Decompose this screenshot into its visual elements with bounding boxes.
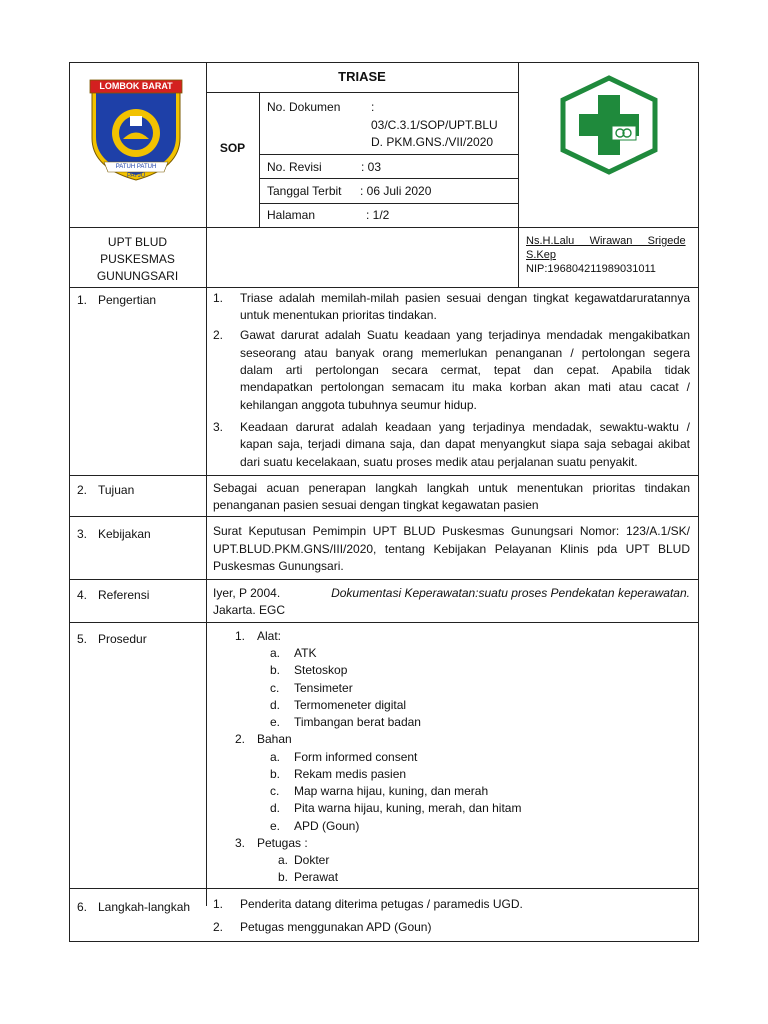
section-line-3 bbox=[69, 516, 699, 517]
col-divider-right bbox=[518, 62, 519, 287]
col-divider-left bbox=[206, 62, 207, 906]
pengertian-item-3-line: kapan saja, terjadi dimana saja, dan dapat menyangkut siapa saja sebagai akibat bbox=[240, 437, 690, 451]
pengertian-item-1-line: untuk menentukan prioritas tindakan. bbox=[240, 308, 437, 322]
kebijakan-line: Puskesmas Gunungsari. bbox=[213, 559, 344, 573]
pengertian-item-2-num: 2. bbox=[213, 328, 224, 342]
lombok-barat-emblem-icon bbox=[86, 76, 186, 184]
prosedur-item-letter: b. bbox=[270, 663, 281, 677]
row-divider-2 bbox=[259, 178, 519, 179]
referensi-author: Iyer, P 2004. bbox=[213, 586, 281, 600]
section-number-prosedur: 5. bbox=[77, 632, 88, 646]
no-dokumen-value-1: 03/C.3.1/SOP/UPT.BLU bbox=[371, 118, 498, 132]
document-title: TRIASE bbox=[338, 69, 386, 84]
section-number-langkah: 6. bbox=[77, 900, 88, 914]
prosedur-group-num: 2. bbox=[235, 732, 246, 746]
row-divider-3 bbox=[259, 203, 519, 204]
pengertian-item-2-line: mendapatkan pertolongan semacam itu maka korban akan mati atau cacat / bbox=[240, 380, 690, 394]
row-divider-1 bbox=[259, 154, 519, 155]
langkah-item-num: 2. bbox=[213, 920, 224, 934]
halaman-label: Halaman bbox=[267, 208, 316, 222]
prosedur-item: Timbangan berat badan bbox=[294, 715, 421, 729]
tanggal-terbit-label: Tanggal Terbit bbox=[267, 184, 342, 198]
kebijakan-line: UPT.BLUD.PKM.GNS/III/2020, tentang Kebijakan Pelayanan Klinis pda UPT BLUD bbox=[213, 542, 690, 556]
prosedur-item: Tensimeter bbox=[294, 681, 353, 695]
langkah-item: Petugas menggunakan APD (Goun) bbox=[240, 920, 432, 934]
tujuan-line: Sebagai acuan penerapan langkah langkah untuk menentukan prioritas tindakan bbox=[213, 481, 690, 495]
no-dokumen-colon: : bbox=[371, 100, 375, 114]
pengertian-item-3-line: dari suatu kecelakaan, suatu proses medik atau perjalanan suatu penyakit. bbox=[240, 455, 638, 469]
pengertian-item-1-num: 1. bbox=[213, 291, 224, 305]
table-border-bottom bbox=[69, 941, 699, 942]
langkah-item-num: 1. bbox=[213, 897, 224, 911]
logo-motto-text: PATUH PATUH PATJU bbox=[115, 164, 157, 179]
prosedur-group-num: 1. bbox=[235, 629, 246, 643]
section-line-2 bbox=[69, 475, 699, 476]
pengertian-item-2-line: Gawat darurat adalah Suatu keadaan yang terjadinya mendadak mengakibatkan bbox=[240, 328, 690, 342]
signer-name-line-2: S.Kep bbox=[526, 249, 556, 261]
section-label-pengertian: Pengertian bbox=[98, 293, 157, 307]
section-number-kebijakan: 3. bbox=[77, 527, 88, 541]
puskesmas-cross-icon bbox=[557, 75, 661, 175]
pengertian-item-2-line: dalam arti pertolongan secara cermat, tepat dan cepat. Apabila tidak bbox=[240, 363, 690, 377]
prosedur-item-letter: d. bbox=[270, 801, 281, 815]
title-row-divider bbox=[206, 92, 519, 93]
prosedur-item-letter: a. bbox=[270, 750, 281, 764]
prosedur-item-letter: c. bbox=[270, 681, 280, 695]
langkah-item: Penderita datang diterima petugas / paramedis UGD. bbox=[240, 897, 523, 911]
referensi-book-title: Dokumentasi Keperawatan:suatu proses Pendekatan keperawatan. bbox=[331, 586, 690, 600]
prosedur-item: Pita warna hijau, kuning, merah, dan hitam bbox=[294, 801, 522, 815]
prosedur-item-letter: a. bbox=[278, 853, 289, 867]
referensi-line-2: Jakarta. EGC bbox=[213, 603, 286, 617]
prosedur-item: APD (Goun) bbox=[294, 819, 360, 833]
prosedur-item: Termomeneter digital bbox=[294, 698, 407, 712]
section-label-referensi: Referensi bbox=[98, 588, 150, 602]
no-revisi-value: : 03 bbox=[361, 160, 382, 174]
section-line-5 bbox=[69, 622, 699, 623]
header-bottom-line bbox=[69, 227, 699, 228]
section-number-referensi: 4. bbox=[77, 588, 88, 602]
sop-label: SOP bbox=[219, 141, 246, 155]
section-line-4 bbox=[69, 579, 699, 580]
section-number-tujuan: 2. bbox=[77, 483, 88, 497]
section-line-1 bbox=[69, 287, 699, 288]
prosedur-item-letter: b. bbox=[270, 767, 281, 781]
prosedur-item: ATK bbox=[294, 646, 317, 660]
prosedur-item-letter: d. bbox=[270, 698, 281, 712]
prosedur-group-title: Bahan bbox=[257, 732, 292, 746]
table-border-top bbox=[69, 62, 699, 63]
org-line-2: PUSKESMAS bbox=[100, 252, 175, 266]
org-line-1: UPT BLUD bbox=[107, 235, 168, 249]
table-border-left bbox=[69, 62, 70, 942]
tujuan-line: penanganan pasien sesuai dengan tingkat kegawatan pasien bbox=[213, 498, 539, 512]
prosedur-item-letter: e. bbox=[270, 819, 281, 833]
pengertian-item-3-num: 3. bbox=[213, 420, 224, 434]
sop-divider bbox=[259, 92, 260, 227]
prosedur-item: Stetoskop bbox=[294, 663, 348, 677]
pengertian-item-3-line: Keadaan darurat adalah keadaan yang terjadinya mendadak, sewaktu-waktu / bbox=[240, 420, 690, 434]
prosedur-item-letter: a. bbox=[270, 646, 281, 660]
no-revisi-label: No. Revisi bbox=[267, 160, 322, 174]
pengertian-item-1-line: Triase adalah memilah-milah pasien sesuai dengan tingkat kegawatdaruratannya bbox=[240, 291, 690, 305]
prosedur-item-letter: c. bbox=[270, 784, 280, 798]
prosedur-group-num: 3. bbox=[235, 836, 246, 850]
prosedur-item: Map warna hijau, kuning, dan merah bbox=[294, 784, 489, 798]
table-border-right bbox=[698, 62, 699, 942]
prosedur-item-letter: b. bbox=[278, 870, 289, 884]
pengertian-item-2-line: kehilangan anggota tubuhnya seumur hidup. bbox=[240, 398, 477, 412]
tanggal-terbit-value: : 06 Juli 2020 bbox=[360, 184, 432, 198]
section-label-langkah: Langkah-langkah bbox=[98, 900, 191, 914]
prosedur-group-title: Alat: bbox=[257, 629, 282, 643]
section-label-prosedur: Prosedur bbox=[98, 632, 147, 646]
referensi-line-1 bbox=[213, 585, 690, 602]
prosedur-item: Rekam medis pasien bbox=[294, 767, 407, 781]
section-label-kebijakan: Kebijakan bbox=[98, 527, 151, 541]
kebijakan-line: Surat Keputusan Pemimpin UPT BLUD Puskesmas Gunungsari Nomor: 123/A.1/SK/ bbox=[213, 524, 690, 538]
prosedur-group-title: Petugas : bbox=[257, 836, 308, 850]
signer-name-line-1: Ns.H.Lalu Wirawan Srigede bbox=[526, 235, 686, 247]
halaman-value: : 1/2 bbox=[366, 208, 390, 222]
prosedur-item: Dokter bbox=[294, 853, 330, 867]
no-dokumen-label: No. Dokumen bbox=[267, 100, 341, 114]
no-dokumen-value-2: D. PKM.GNS./VII/2020 bbox=[371, 135, 494, 149]
section-number-pengertian: 1. bbox=[77, 293, 88, 307]
section-line-6 bbox=[69, 888, 699, 889]
prosedur-item: Form informed consent bbox=[294, 750, 418, 764]
prosedur-item-letter: e. bbox=[270, 715, 281, 729]
logo-banner-text: LOMBOK BARAT bbox=[99, 81, 173, 91]
signer-nip: NIP:196804211989031011 bbox=[526, 263, 656, 275]
pengertian-item-2-line: seseorang atau banyak orang memerlukan penanganan / pertolongan segera bbox=[240, 346, 690, 360]
prosedur-item: Perawat bbox=[294, 870, 339, 884]
org-line-3: GUNUNGSARI bbox=[96, 269, 179, 283]
section-label-tujuan: Tujuan bbox=[98, 483, 135, 497]
